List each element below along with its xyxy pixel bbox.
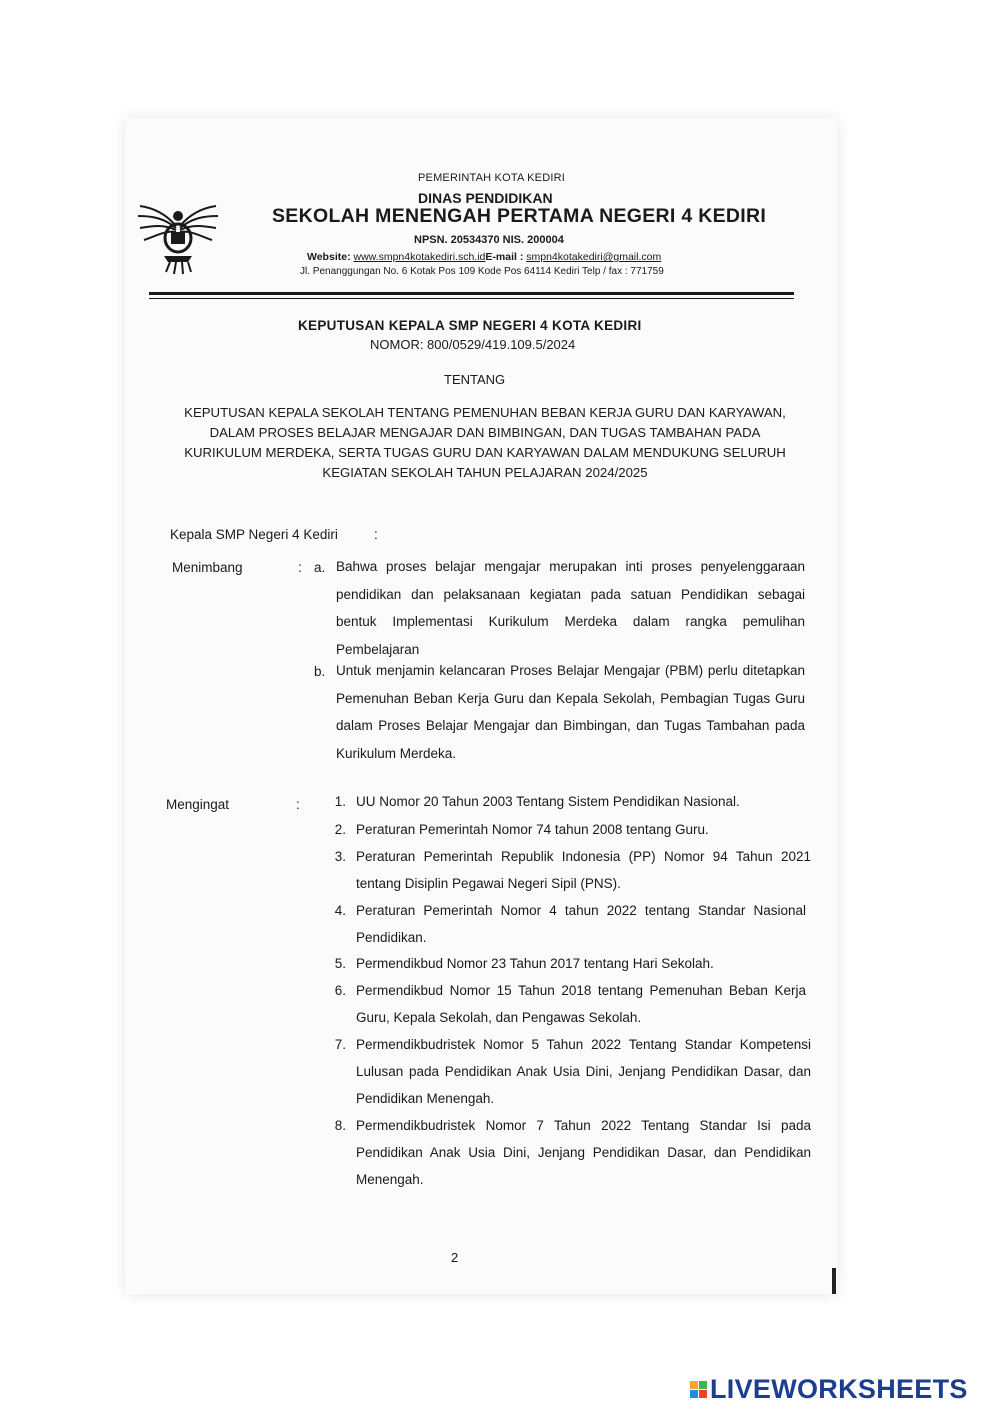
header-npsn: NPSN. 20534370 NIS. 200004 [414, 234, 564, 246]
mengingat-item: Permendikbud Nomor 23 Tahun 2017 tentang Hari Sekolah. [356, 956, 714, 971]
header-government: PEMERINTAH KOTA KEDIRI [418, 172, 566, 184]
liveworksheets-logo [690, 1373, 968, 1405]
header-department: DINAS PENDIDIKAN [418, 190, 553, 206]
header-divider-thin [149, 298, 794, 299]
menimbang-colon: : [298, 560, 302, 575]
mengingat-item: Permendikbudristek Nomor 7 Tahun 2022 Tentang Standar Isi pada Pendidikan Anak Usia Dini, Jenjang Pendidikan Dasar, dan Pendidikan Menengah. [356, 1118, 811, 1187]
mengingat-marker: 6. [334, 983, 346, 998]
mengingat-item: Peraturan Pemerintah Nomor 4 tahun 2022 tentang Standar Nasional Pendidikan. [356, 903, 806, 945]
mengingat-label: Mengingat [166, 797, 230, 812]
mengingat-marker: 8. [334, 1118, 346, 1133]
mengingat-marker: 5. [334, 956, 346, 971]
subject-line: KEGIATAN SEKOLAH TAHUN PELAJARAN 2024/2025 [322, 465, 648, 480]
header-divider-thick [149, 292, 794, 295]
issuer-colon: : [374, 527, 378, 542]
mengingat-marker: 1. [334, 794, 346, 809]
header-address: Jl. Penanggungan No. 6 Kotak Pos 109 Kode Pos 64114 Kediri Telp / fax : 771759 [300, 266, 664, 277]
mengingat-marker: 2. [334, 822, 346, 837]
email-label: E-mail : [485, 251, 524, 263]
mengingat-colon: : [296, 797, 300, 812]
subject-line: DALAM PROSES BELAJAR MENGAJAR DAN BIMBINGAN, DAN TUGAS TAMBAHAN PADA [209, 425, 761, 440]
liveworksheets-logo-icon [690, 1381, 707, 1398]
menimbang-marker-b: b. [314, 664, 326, 679]
decision-title: KEPUTUSAN KEPALA SMP NEGERI 4 KOTA KEDIRI [298, 318, 642, 333]
website-label: Website: [307, 251, 351, 263]
menimbang-item-b: Untuk menjamin kelancaran Proses Belajar Mengajar (PBM) perlu ditetapkan Pemenuhan Beban Kerja Guru dan Kepala Sekolah, Pembagian Tugas Guru dalam Proses Belajar Mengajar dan Bimbingan, dan Tugas Tambahan pada Kurikulum Merdeka. [336, 663, 805, 761]
mengingat-marker: 4. [334, 903, 346, 918]
subject-line: KEPUTUSAN KEPALA SEKOLAH TENTANG PEMENUHAN BEBAN KERJA GURU DAN KARYAWAN, [184, 405, 786, 420]
header-contact [307, 251, 661, 263]
garuda-emblem-icon [136, 196, 220, 276]
mengingat-item: UU Nomor 20 Tahun 2003 Tentang Sistem Pendidikan Nasional. [356, 794, 740, 809]
menimbang-label: Menimbang [172, 560, 243, 575]
email-link[interactable]: smpn4kotakediri@gmail.com [526, 251, 662, 263]
decision-subject [160, 403, 810, 483]
menimbang-marker-a: a. [314, 560, 326, 575]
liveworksheets-logo-text: LIVEWORKSHEETS [710, 1373, 968, 1404]
scan-edge-mark [832, 1268, 836, 1294]
mengingat-item: Peraturan Pemerintah Republik Indonesia (PP) Nomor 94 Tahun 2021 tentang Disiplin Pegawai Negeri Sipil (PNS). [356, 849, 811, 891]
mengingat-item: Peraturan Pemerintah Nomor 74 tahun 2008 tentang Guru. [356, 822, 709, 837]
website-link[interactable]: www.smpn4kotakediri.sch.id [353, 251, 486, 263]
mengingat-item: Permendikbud Nomor 15 Tahun 2018 tentang Pemenuhan Beban Kerja Guru, Kepala Sekolah, dan Pengawas Sekolah. [356, 983, 806, 1025]
mengingat-marker: 3. [334, 849, 346, 864]
decision-number: NOMOR: 800/0529/419.109.5/2024 [370, 337, 576, 352]
about-label: TENTANG [444, 372, 506, 387]
mengingat-item: Permendikbudristek Nomor 5 Tahun 2022 Tentang Standar Kompetensi Lulusan pada Pendidikan Anak Usia Dini, Jenjang Pendidikan Dasar, dan Pendidikan Menengah. [356, 1037, 811, 1106]
page-number: 2 [451, 1250, 459, 1265]
subject-line: KURIKULUM MERDEKA, SERTA TUGAS GURU DAN KARYAWAN DALAM MENDUKUNG SELURUH [184, 445, 786, 460]
mengingat-marker: 7. [334, 1037, 346, 1052]
issuer-label: Kepala SMP Negeri 4 Kediri [170, 527, 338, 542]
menimbang-item-a: Bahwa proses belajar mengajar merupakan inti proses penyelenggaraan pendidikan dan pelaksanaan kegiatan pada satuan Pendidikan sebagai bentuk Implementasi Kurikulum Merdeka dalam rangka pemulihan Pembelajaran [336, 559, 805, 657]
header-school-name: SEKOLAH MENENGAH PERTAMA NEGERI 4 KEDIRI [272, 205, 767, 227]
